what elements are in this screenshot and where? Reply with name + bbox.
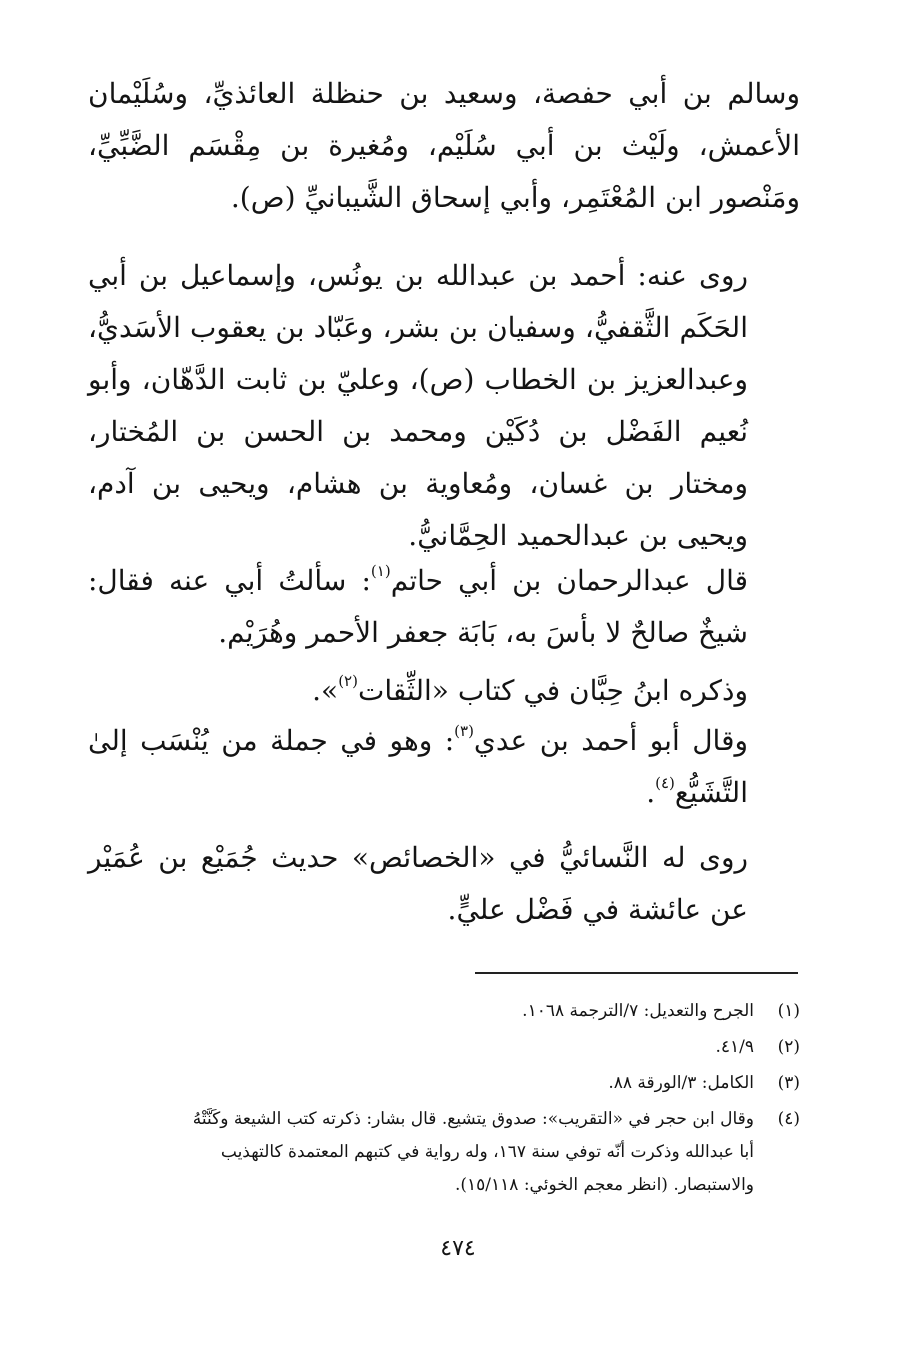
footnote-number: (٢)	[777, 1037, 800, 1057]
quote-text-end: ».	[312, 674, 339, 707]
footnote-item	[88, 1103, 800, 1202]
quote-text-end: .	[646, 776, 656, 809]
paragraph-teachers	[88, 68, 800, 224]
paragraph-quote-abi-hatim	[88, 555, 800, 659]
paragraph-text: وسالم بن أبي حفصة، وسعيد بن حنظلة العائذيِّ، وسُلَيْمان الأعمش، ولَيْث بن أبي سُلَيْم، ومُغيرة بن مِقْسَم الضَّبِّيِّ، ومَنْصور ابن المُعْتَمِر، وأبي إسحاق الشَّيبانيِّ (ص).	[88, 77, 800, 214]
footnote-text-line: والاستبصار. (انظر معجم الخوئي: ١٥/١١٨).	[454, 1175, 754, 1195]
footnote-item	[88, 1031, 800, 1064]
paragraph-nasai	[88, 832, 800, 936]
footnote-text-line: وقال ابن حجر في «التقريب»: صدوق يتشيع. قال بشار: ذكرته كتب الشيعة وكَنَّتْهُ	[192, 1109, 754, 1129]
footnote-text-line: أبا عبدالله وذكرت أنّه توفي سنة ١٦٧، وله رواية في كتبهم المعتمدة كالتهذيب	[220, 1142, 754, 1162]
footnote-text: الجرح والتعديل: ٧/الترجمة ١٠٦٨.	[522, 1001, 754, 1021]
paragraph-narrators	[88, 250, 800, 562]
paragraph-text: روى له النَّسائيُّ في «الخصائص» حديث جُمَيْع بن عُمَيْر عن عائشة في فَضْل عليٍّ.	[88, 841, 748, 926]
quote-text-end: : سألتُ أبي عنه فقال: شيخٌ صالحٌ لا بأسَ به، بَابَة جعفر الأحمر وهُرَيْم.	[88, 564, 748, 649]
footnote-separator	[475, 972, 798, 974]
paragraph-ibn-adi	[88, 715, 800, 819]
footnote-ref-1: (١)	[370, 561, 391, 580]
footnote-item	[88, 995, 800, 1028]
footnote-item	[88, 1067, 800, 1100]
footnote-ref-4: (٤)	[655, 773, 675, 792]
paragraph-text: روى عنه: أحمد بن عبدالله بن يونُس، وإسماعيل بن أبي الحَكَم الثَّقفيُّ، وسفيان بن بشر، وعَبّاد بن يعقوب الأسَديُّ، وعبدالعزيز بن الخطاب (ص)، وعليّ بن ثابت الدَّهّان، وأبو نُعيم الفَضْل بن دُكَيْن ومحمد بن الحسن بن المُختار، ومختار بن غسان، ومُعاوية بن هشام، ويحيى بن آدم، ويحيى بن عبدالحميد الحِمَّانيُّ.	[88, 259, 748, 552]
quote-text-start: وذكره ابنُ حِبَّان في كتاب «الثِّقات	[357, 674, 748, 707]
quote-text-start: قال عبدالرحمان بن أبي حاتم	[390, 564, 748, 597]
footnote-ref-2: (٢)	[338, 671, 358, 690]
quote-text-middle: : وهو في جملة من يُنْسَب إلىٰ التَّشَيُّع	[88, 724, 748, 809]
page-number: ٤٧٤	[440, 1236, 476, 1261]
footnote-number: (٤)	[777, 1109, 800, 1129]
footnotes	[88, 995, 800, 1202]
footnote-ref-3: (٣)	[454, 721, 474, 740]
footnote-text: ٤١/٩.	[715, 1037, 754, 1057]
footnote-text: الكامل: ٣/الورقة ٨٨.	[608, 1073, 754, 1093]
paragraph-ibn-hibban	[88, 665, 800, 717]
footnote-number: (٣)	[777, 1073, 800, 1093]
quote-text-start: وقال أبو أحمد بن عدي	[473, 724, 748, 757]
footnote-number: (١)	[777, 1001, 800, 1021]
